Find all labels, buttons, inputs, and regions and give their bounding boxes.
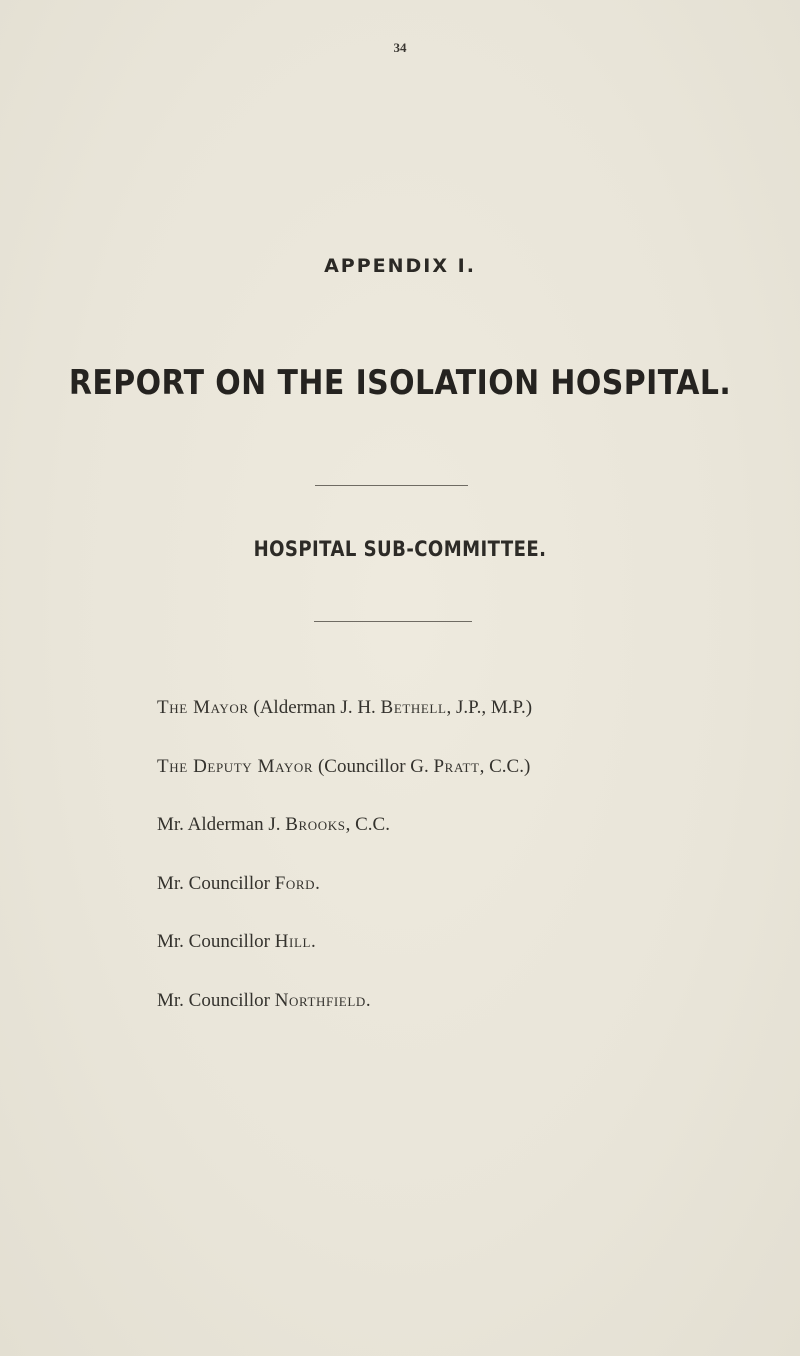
member-surname: Northfield bbox=[274, 989, 366, 1011]
member-entry-ford bbox=[157, 872, 777, 896]
member-detail: (Alderman J. H. bbox=[253, 697, 381, 718]
member-detail: Mr. Councillor bbox=[157, 872, 275, 894]
committee-heading: HOSPITAL SUB-COMMITTEE. bbox=[253, 537, 547, 561]
member-detail: (Councillor G. bbox=[317, 755, 434, 777]
member-entry-deputy-mayor bbox=[157, 755, 777, 779]
member-suffix: , C.C.) bbox=[479, 755, 531, 777]
member-detail: Mr. Alderman J. bbox=[157, 814, 286, 836]
member-suffix: , J.P., M.P.) bbox=[446, 697, 533, 718]
member-suffix: . bbox=[311, 931, 316, 953]
member-suffix: , C.C. bbox=[345, 814, 390, 836]
member-entry-northfield bbox=[157, 989, 777, 1013]
member-detail: Mr. Councillor bbox=[157, 931, 275, 953]
report-title: REPORT ON THE ISOLATION HOSPITAL. bbox=[68, 363, 732, 403]
member-surname: Pratt bbox=[433, 755, 480, 777]
divider-rule bbox=[314, 621, 472, 622]
member-suffix: . bbox=[365, 989, 371, 1011]
member-entry-hill bbox=[157, 930, 777, 954]
member-surname: Brooks bbox=[285, 814, 346, 836]
member-entry-brooks bbox=[157, 813, 777, 837]
page-number: 34 bbox=[393, 40, 407, 55]
member-surname: Ford bbox=[274, 872, 316, 894]
member-detail: Mr. Councillor bbox=[157, 989, 275, 1011]
member-suffix: . bbox=[315, 872, 320, 894]
appendix-heading: APPENDIX I. bbox=[324, 255, 476, 277]
member-surname: Bethell bbox=[380, 697, 447, 718]
committee-member-list bbox=[157, 696, 777, 1048]
member-office: The Deputy Mayor bbox=[157, 755, 314, 777]
divider-rule bbox=[315, 485, 468, 486]
member-office: The Mayor bbox=[157, 697, 249, 718]
member-entry-mayor bbox=[157, 696, 777, 720]
member-surname: Hill bbox=[274, 931, 312, 953]
